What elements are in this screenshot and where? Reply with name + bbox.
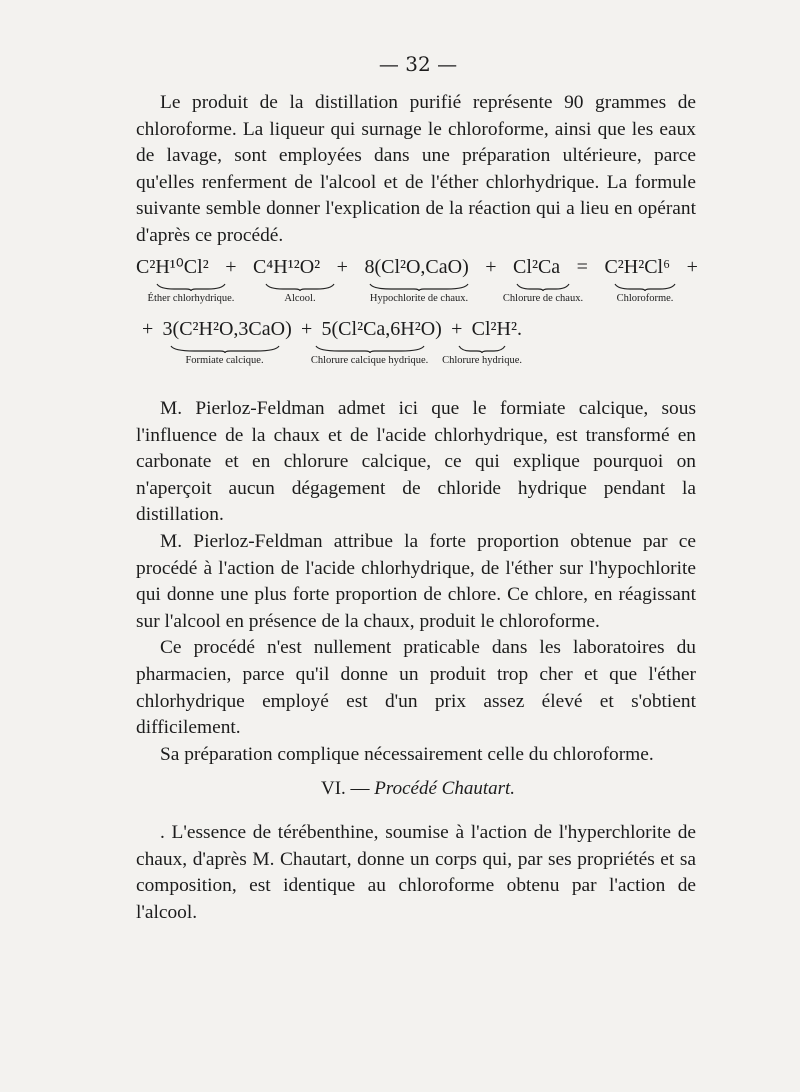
label-text: Formiate calcique. [185, 355, 264, 366]
brace-icon [458, 345, 506, 353]
paragraph-2: M. Pierloz-Feldman admet ici que le formiate calcique, sous l'influence de la chaux et de l'acide chlorhydrique, est transformé en carbonate et en chlorure calcique, ce qui explique pourquoi on n'aperçoit aucun dégagement de chloride hydrique pendant la distillation. [136, 398, 696, 526]
formula-label [152, 345, 297, 366]
formula-operator: + [142, 318, 154, 340]
formula-line-2 [142, 318, 522, 366]
formula-term: 8(Cl²O,CaO) [364, 256, 469, 278]
label-text: Alcool. [284, 293, 316, 304]
formula-terms-2 [142, 318, 522, 341]
body-text-2 [136, 820, 696, 926]
formula-label [602, 283, 688, 304]
section-heading [0, 778, 800, 800]
label-text: Hypochlorite de chaux. [369, 293, 469, 304]
brace-icon [614, 283, 676, 291]
formula-line-1 [136, 254, 698, 304]
formula-operator: + [336, 256, 348, 278]
formula-operator: + [686, 256, 698, 278]
label-text: Chlorure calcique hydrique. [310, 355, 429, 366]
label-text: Éther chlorhydrique. [147, 293, 235, 304]
label-text: Chlorure hydrique. [442, 355, 522, 366]
brace-icon [516, 283, 570, 291]
paragraph-3: M. Pierloz-Feldman attribue la forte proportion obtenue par ce procédé à l'action de l'acide chlorhydrique, de l'éther sur l'hypochlorite qui donne une plus forte proportion de chlore. Ce chlore, en réagissant sur l'alcool en présence de la chaux, produit le chloroforme. [136, 530, 696, 632]
paragraph-6: . L'essence de térébenthine, soumise à l'action de l'hyperchlorite de chaux, d'après M. Chautart, donne un corps qui, par ses propriétés et sa composition, est identique au chloroforme obtenu par l'action de l'alcool. [136, 822, 696, 923]
formula-label [297, 345, 442, 366]
formula-label [246, 283, 354, 304]
body-text [136, 396, 696, 768]
paragraph-5: Sa préparation complique nécessairement celle du chloroforme. [160, 743, 654, 765]
formula-terms-1 [136, 254, 698, 279]
formula-label [484, 283, 602, 304]
brace-icon [156, 283, 226, 291]
paragraph-1: Le produit de la distillation purifié représente 90 grammes de chloroforme. La liqueur qui surnage le chloroforme, ainsi que les eaux de lavage, sont employées dans une préparation ultérieure, parce qu'elles renferment de l'alcool et de l'éther chlorhydrique. La formule suivante semble donner l'explication de la réaction qui a lieu en opérant d'après ce procédé. [136, 92, 696, 246]
label-text: Chlorure de chaux. [502, 293, 584, 304]
formula-term: C²H¹⁰Cl² [136, 256, 209, 278]
brace-icon [265, 283, 335, 291]
formula-term: 5(Cl²Ca,6H²O) [321, 318, 442, 340]
formula-term: Cl²H². [471, 318, 522, 340]
formula-operator: + [225, 256, 237, 278]
section-number: VI. — [320, 778, 370, 799]
brace-icon [369, 283, 469, 291]
paragraph-4: Ce procédé n'est nullement praticable dans les laboratoires du pharmacien, parce qu'il donne un produit trop cher et que l'éther chlorhydrique employé est d'un prix assez élevé et s'obtient difficilement. [136, 637, 696, 739]
formula-labels-1 [136, 283, 698, 304]
formula-labels-2 [142, 345, 522, 366]
formula-term: C⁴H¹²O² [252, 256, 321, 278]
formula-label [442, 345, 522, 366]
section-title: Procédé Chautart. [374, 778, 516, 799]
formula-term: Cl²Ca [513, 256, 561, 278]
formula-term: 3(C²H²O,3CaO) [162, 318, 292, 340]
formula-operator: = [576, 256, 588, 278]
formula-operator: + [485, 256, 497, 278]
label-text: Chloroforme. [616, 293, 674, 304]
formula-label [136, 283, 246, 304]
formula-operator: + [451, 318, 463, 340]
formula-operator: + [300, 318, 313, 340]
formula-label [354, 283, 484, 304]
page-number: — 32 — [378, 52, 458, 76]
paragraph-intro [136, 90, 696, 250]
brace-icon [315, 345, 425, 353]
formula-term: C²H²Cl⁶ [604, 256, 671, 278]
brace-icon [170, 345, 280, 353]
